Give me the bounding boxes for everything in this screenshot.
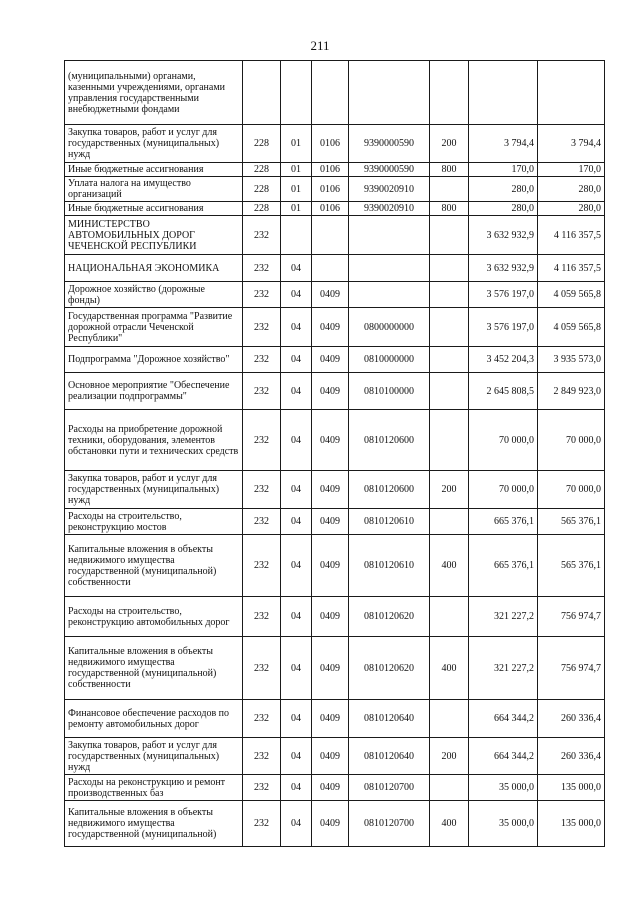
row-vr: 200 <box>430 471 469 509</box>
row-razdel: 04 <box>281 637 312 700</box>
row-razdel: 01 <box>281 163 312 177</box>
row-amount-2: 135 000,0 <box>538 775 605 801</box>
row-csr <box>349 61 430 125</box>
table-row <box>65 775 605 801</box>
row-vedomstvo: 232 <box>243 308 281 347</box>
table-row <box>65 801 605 847</box>
row-csr: 0810120610 <box>349 535 430 597</box>
table-row <box>65 282 605 308</box>
table-row <box>65 347 605 373</box>
table-row <box>65 738 605 775</box>
row-name: Подпрограмма "Дорожное хозяйство" <box>65 347 243 373</box>
page-number: 211 <box>310 38 330 53</box>
row-razdel: 04 <box>281 700 312 738</box>
row-amount-1: 664 344,2 <box>469 738 538 775</box>
row-amount-1: 280,0 <box>469 177 538 202</box>
budget-table <box>64 60 605 847</box>
row-csr <box>349 216 430 255</box>
row-amount-2: 260 336,4 <box>538 700 605 738</box>
row-vedomstvo: 232 <box>243 282 281 308</box>
row-vr <box>430 61 469 125</box>
table-row <box>65 700 605 738</box>
row-amount-1: 35 000,0 <box>469 801 538 847</box>
row-amount-1: 170,0 <box>469 163 538 177</box>
row-vr: 200 <box>430 738 469 775</box>
row-amount-1: 3 576 197,0 <box>469 308 538 347</box>
row-name: Расходы на реконструкцию и ремонт производственных баз <box>65 775 243 801</box>
row-csr: 0810120620 <box>349 597 430 637</box>
row-vedomstvo: 232 <box>243 535 281 597</box>
table-row <box>65 410 605 471</box>
row-amount-1: 665 376,1 <box>469 535 538 597</box>
row-podrazdel: 0409 <box>312 637 349 700</box>
row-razdel: 04 <box>281 471 312 509</box>
table-row <box>65 308 605 347</box>
row-vr <box>430 373 469 410</box>
row-amount-2: 3 935 573,0 <box>538 347 605 373</box>
row-name: Капитальные вложения в объекты недвижимого имущества государственной (муниципальной) собственности <box>65 637 243 700</box>
row-amount-1: 3 794,4 <box>469 125 538 163</box>
row-name: Закупка товаров, работ и услуг для государственных (муниципальных) нужд <box>65 125 243 163</box>
row-csr: 0810120600 <box>349 471 430 509</box>
row-vr <box>430 509 469 535</box>
row-amount-2: 70 000,0 <box>538 410 605 471</box>
row-podrazdel: 0409 <box>312 738 349 775</box>
row-amount-1: 2 645 808,5 <box>469 373 538 410</box>
row-razdel: 04 <box>281 308 312 347</box>
row-vedomstvo: 232 <box>243 373 281 410</box>
row-csr: 0810120700 <box>349 801 430 847</box>
row-razdel <box>281 216 312 255</box>
row-vr: 400 <box>430 535 469 597</box>
row-podrazdel: 0106 <box>312 163 349 177</box>
row-amount-1: 321 227,2 <box>469 637 538 700</box>
row-name: Основное мероприятие "Обеспечение реализации подпрограммы" <box>65 373 243 410</box>
row-podrazdel: 0409 <box>312 373 349 410</box>
table-row <box>65 597 605 637</box>
table-row <box>65 216 605 255</box>
row-razdel: 04 <box>281 801 312 847</box>
row-vr: 400 <box>430 801 469 847</box>
row-podrazdel: 0409 <box>312 347 349 373</box>
row-name: Иные бюджетные ассигнования <box>65 202 243 216</box>
row-amount-2 <box>538 61 605 125</box>
row-amount-2: 4 116 357,5 <box>538 255 605 282</box>
row-vr <box>430 775 469 801</box>
row-amount-2: 565 376,1 <box>538 535 605 597</box>
row-vedomstvo: 232 <box>243 410 281 471</box>
row-vedomstvo: 232 <box>243 509 281 535</box>
row-vr <box>430 410 469 471</box>
row-name: Закупка товаров, работ и услуг для государственных (муниципальных) нужд <box>65 738 243 775</box>
row-podrazdel: 0409 <box>312 775 349 801</box>
row-vedomstvo: 228 <box>243 163 281 177</box>
row-amount-2: 2 849 923,0 <box>538 373 605 410</box>
row-podrazdel <box>312 61 349 125</box>
row-amount-2: 70 000,0 <box>538 471 605 509</box>
row-amount-2: 756 974,7 <box>538 597 605 637</box>
table-row <box>65 202 605 216</box>
row-csr: 9390020910 <box>349 177 430 202</box>
row-amount-1: 35 000,0 <box>469 775 538 801</box>
row-podrazdel: 0409 <box>312 700 349 738</box>
row-csr: 0810120640 <box>349 738 430 775</box>
row-vedomstvo <box>243 61 281 125</box>
row-csr: 0810100000 <box>349 373 430 410</box>
row-vr <box>430 177 469 202</box>
row-amount-1: 3 632 932,9 <box>469 255 538 282</box>
row-razdel: 04 <box>281 535 312 597</box>
row-csr: 0810120620 <box>349 637 430 700</box>
row-amount-2: 135 000,0 <box>538 801 605 847</box>
row-vedomstvo: 232 <box>243 255 281 282</box>
row-csr: 9390000590 <box>349 163 430 177</box>
row-name: Капитальные вложения в объекты недвижимого имущества государственной (муниципальной) <box>65 801 243 847</box>
row-podrazdel: 0409 <box>312 597 349 637</box>
row-csr <box>349 255 430 282</box>
row-podrazdel <box>312 216 349 255</box>
row-razdel: 04 <box>281 255 312 282</box>
table-row <box>65 61 605 125</box>
row-csr <box>349 282 430 308</box>
row-podrazdel: 0409 <box>312 801 349 847</box>
row-razdel <box>281 61 312 125</box>
row-amount-2: 565 376,1 <box>538 509 605 535</box>
row-amount-1 <box>469 61 538 125</box>
row-amount-2: 4 059 565,8 <box>538 282 605 308</box>
row-razdel: 04 <box>281 410 312 471</box>
row-vedomstvo: 228 <box>243 125 281 163</box>
row-name: Государственная программа "Развитие дорожной отрасли Чеченской Республики" <box>65 308 243 347</box>
row-razdel: 04 <box>281 373 312 410</box>
table-row <box>65 535 605 597</box>
row-amount-2: 280,0 <box>538 202 605 216</box>
row-amount-1: 321 227,2 <box>469 597 538 637</box>
row-amount-1: 280,0 <box>469 202 538 216</box>
row-name: Капитальные вложения в объекты недвижимого имущества государственной (муниципальной) собственности <box>65 535 243 597</box>
row-vr <box>430 282 469 308</box>
row-vedomstvo: 232 <box>243 738 281 775</box>
row-podrazdel: 0409 <box>312 308 349 347</box>
row-csr: 0810120600 <box>349 410 430 471</box>
row-vr <box>430 700 469 738</box>
row-name: (муниципальными) органами, казенными учреждениями, органами управления государственными внебюджетными фондами <box>65 61 243 125</box>
row-razdel: 04 <box>281 509 312 535</box>
row-csr: 0810120640 <box>349 700 430 738</box>
row-vedomstvo: 232 <box>243 471 281 509</box>
table-row <box>65 509 605 535</box>
table-body <box>65 61 605 847</box>
row-razdel: 04 <box>281 347 312 373</box>
row-razdel: 04 <box>281 597 312 637</box>
row-podrazdel: 0106 <box>312 125 349 163</box>
row-podrazdel: 0106 <box>312 177 349 202</box>
row-vr <box>430 347 469 373</box>
row-name: Расходы на строительство, реконструкцию автомобильных дорог <box>65 597 243 637</box>
row-vr: 400 <box>430 637 469 700</box>
row-vedomstvo: 232 <box>243 216 281 255</box>
row-podrazdel: 0409 <box>312 535 349 597</box>
row-vedomstvo: 232 <box>243 775 281 801</box>
row-amount-2: 280,0 <box>538 177 605 202</box>
row-vedomstvo: 232 <box>243 637 281 700</box>
row-podrazdel: 0106 <box>312 202 349 216</box>
row-name: Закупка товаров, работ и услуг для государственных (муниципальных) нужд <box>65 471 243 509</box>
row-vr <box>430 597 469 637</box>
row-name: Дорожное хозяйство (дорожные фонды) <box>65 282 243 308</box>
row-csr: 0800000000 <box>349 308 430 347</box>
row-podrazdel: 0409 <box>312 471 349 509</box>
row-name: Уплата налога на имущество организаций <box>65 177 243 202</box>
table-row <box>65 373 605 410</box>
row-amount-2: 756 974,7 <box>538 637 605 700</box>
row-vedomstvo: 232 <box>243 801 281 847</box>
row-csr: 9390020910 <box>349 202 430 216</box>
row-razdel: 01 <box>281 177 312 202</box>
table-row <box>65 637 605 700</box>
row-amount-2: 4 116 357,5 <box>538 216 605 255</box>
row-name: Расходы на строительство, реконструкцию мостов <box>65 509 243 535</box>
row-name: Расходы на приобретение дорожной техники, оборудования, элементов обстановки пути и технических средств <box>65 410 243 471</box>
row-vr <box>430 255 469 282</box>
row-vedomstvo: 228 <box>243 177 281 202</box>
row-csr: 0810120700 <box>349 775 430 801</box>
row-amount-2: 260 336,4 <box>538 738 605 775</box>
row-razdel: 01 <box>281 125 312 163</box>
row-name: Финансовое обеспечение расходов по ремонту автомобильных дорог <box>65 700 243 738</box>
row-amount-1: 3 576 197,0 <box>469 282 538 308</box>
row-amount-2: 4 059 565,8 <box>538 308 605 347</box>
row-podrazdel: 0409 <box>312 509 349 535</box>
row-amount-1: 3 632 932,9 <box>469 216 538 255</box>
row-name: МИНИСТЕРСТВО АВТОМОБИЛЬНЫХ ДОРОГ ЧЕЧЕНСКОЙ РЕСПУБЛИКИ <box>65 216 243 255</box>
table-row <box>65 125 605 163</box>
row-vedomstvo: 228 <box>243 202 281 216</box>
row-vr <box>430 216 469 255</box>
row-amount-1: 3 452 204,3 <box>469 347 538 373</box>
row-razdel: 04 <box>281 738 312 775</box>
row-amount-2: 3 794,4 <box>538 125 605 163</box>
row-razdel: 04 <box>281 282 312 308</box>
row-amount-2: 170,0 <box>538 163 605 177</box>
row-csr: 9390000590 <box>349 125 430 163</box>
row-amount-1: 70 000,0 <box>469 471 538 509</box>
row-amount-1: 665 376,1 <box>469 509 538 535</box>
row-vr: 800 <box>430 163 469 177</box>
row-csr: 0810120610 <box>349 509 430 535</box>
table-row <box>65 255 605 282</box>
row-amount-1: 70 000,0 <box>469 410 538 471</box>
row-name: НАЦИОНАЛЬНАЯ ЭКОНОМИКА <box>65 255 243 282</box>
row-vr <box>430 308 469 347</box>
row-podrazdel: 0409 <box>312 410 349 471</box>
row-podrazdel <box>312 255 349 282</box>
row-vr: 800 <box>430 202 469 216</box>
row-podrazdel: 0409 <box>312 282 349 308</box>
row-vedomstvo: 232 <box>243 347 281 373</box>
row-name: Иные бюджетные ассигнования <box>65 163 243 177</box>
table-row <box>65 177 605 202</box>
row-csr: 0810000000 <box>349 347 430 373</box>
row-vedomstvo: 232 <box>243 700 281 738</box>
table-row <box>65 471 605 509</box>
row-razdel: 04 <box>281 775 312 801</box>
row-vedomstvo: 232 <box>243 597 281 637</box>
row-vr: 200 <box>430 125 469 163</box>
row-razdel: 01 <box>281 202 312 216</box>
table-row <box>65 163 605 177</box>
row-amount-1: 664 344,2 <box>469 700 538 738</box>
